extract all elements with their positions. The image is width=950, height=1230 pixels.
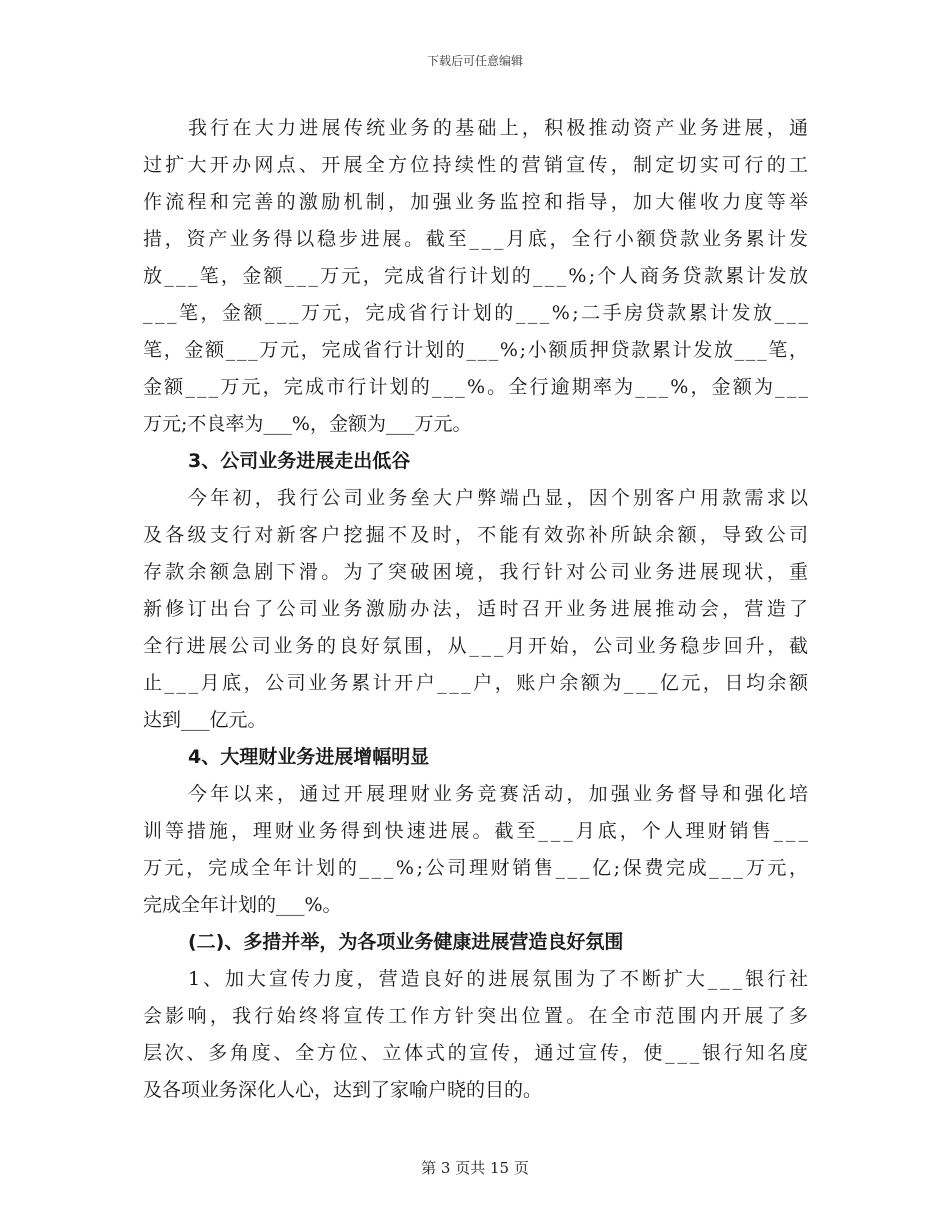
paragraph-line: ___笔，金额___万元，完成省行计划的___%;二手房贷款累计发放___ xyxy=(143,302,811,324)
paragraph-line: 万元;不良率为___%，金额为___万元。 xyxy=(143,413,472,435)
paragraph-line: 会影响，我行始终将宣传工作方针突出位置。在全市范围内开展了多 xyxy=(143,1005,812,1027)
paragraph-line: 措，资产业务得以稳步进展。截至___月底，全行小额贷款业务累计发 xyxy=(143,228,811,250)
section-heading: 4、大理财业务进展增幅明显 xyxy=(188,746,430,768)
paragraph-line: 层次、多角度、全方位、立体式的宣传，通过宣传，使___银行知名度 xyxy=(143,1042,811,1064)
section-heading: 3、公司业务进展走出低谷 xyxy=(188,450,411,472)
paragraph-line: 过扩大开办网点、开展全方位持续性的营销宣传，制定切实可行的工 xyxy=(143,154,812,176)
paragraph-line: 全行进展公司业务的良好氛围，从___月开始，公司业务稳步回升，截 xyxy=(143,635,811,657)
paragraph-line: 万元，完成全年计划的___%;公司理财销售___亿;保费完成___万元， xyxy=(143,857,811,879)
section-heading: (二)、多措并举，为各项业务健康进展营造良好氛围 xyxy=(188,931,624,953)
paragraph-line: 新修订出台了公司业务激励办法，适时召开业务进展推动会，营造了 xyxy=(143,598,812,620)
paragraph-line: 训等措施，理财业务得到快速进展。截至___月底，个人理财销售___ xyxy=(143,820,811,842)
paragraph-line: 达到___亿元。 xyxy=(143,709,267,731)
page-header: 下载后可任意编辑 xyxy=(426,54,523,68)
paragraph-line: 我行在大力进展传统业务的基础上，积极推动资产业务进展，通 xyxy=(188,117,812,139)
paragraph-line: 作流程和完善的激励机制，加强业务监控和指导，加大催收力度等举 xyxy=(143,191,812,213)
paragraph-line: 存款余额急剧下滑。为了突破困境，我行针对公司业务进展现状，重 xyxy=(143,561,812,583)
paragraph-line: 笔，金额___万元，完成省行计划的___%;小额质押贷款累计发放___笔， xyxy=(143,339,810,361)
paragraph-line: 及各级支行对新客户挖掘不及时，不能有效弥补所缺余额，导致公司 xyxy=(143,524,812,546)
paragraph-line: 完成全年计划的___%。 xyxy=(143,894,342,916)
paragraph-line: 今年以来，通过开展理财业务竞赛活动，加强业务督导和强化培 xyxy=(188,783,812,805)
paragraph-line: 今年初，我行公司业务垒大户弊端凸显，因个别客户用款需求以 xyxy=(188,487,812,509)
paragraph-line: 及各项业务深化人心，达到了家喻户晓的目的。 xyxy=(143,1079,543,1101)
paragraph-line: 金额___万元，完成市行计划的___%。全行逾期率为___%，金额为___ xyxy=(143,376,811,398)
paragraph-line: 放___笔，金额___万元，完成省行计划的___%;个人商务贷款累计发放 xyxy=(143,265,811,287)
document-body xyxy=(143,110,812,1109)
paragraph-line: 止___月底，公司业务累计开户___户，账户余额为___亿元，日均余额 xyxy=(143,672,811,694)
page-footer: 第 3 页共 15 页 xyxy=(421,1159,529,1177)
paragraph-line: 1、加大宣传力度，营造良好的进展氛围为了不断扩大___银行社 xyxy=(188,968,811,990)
